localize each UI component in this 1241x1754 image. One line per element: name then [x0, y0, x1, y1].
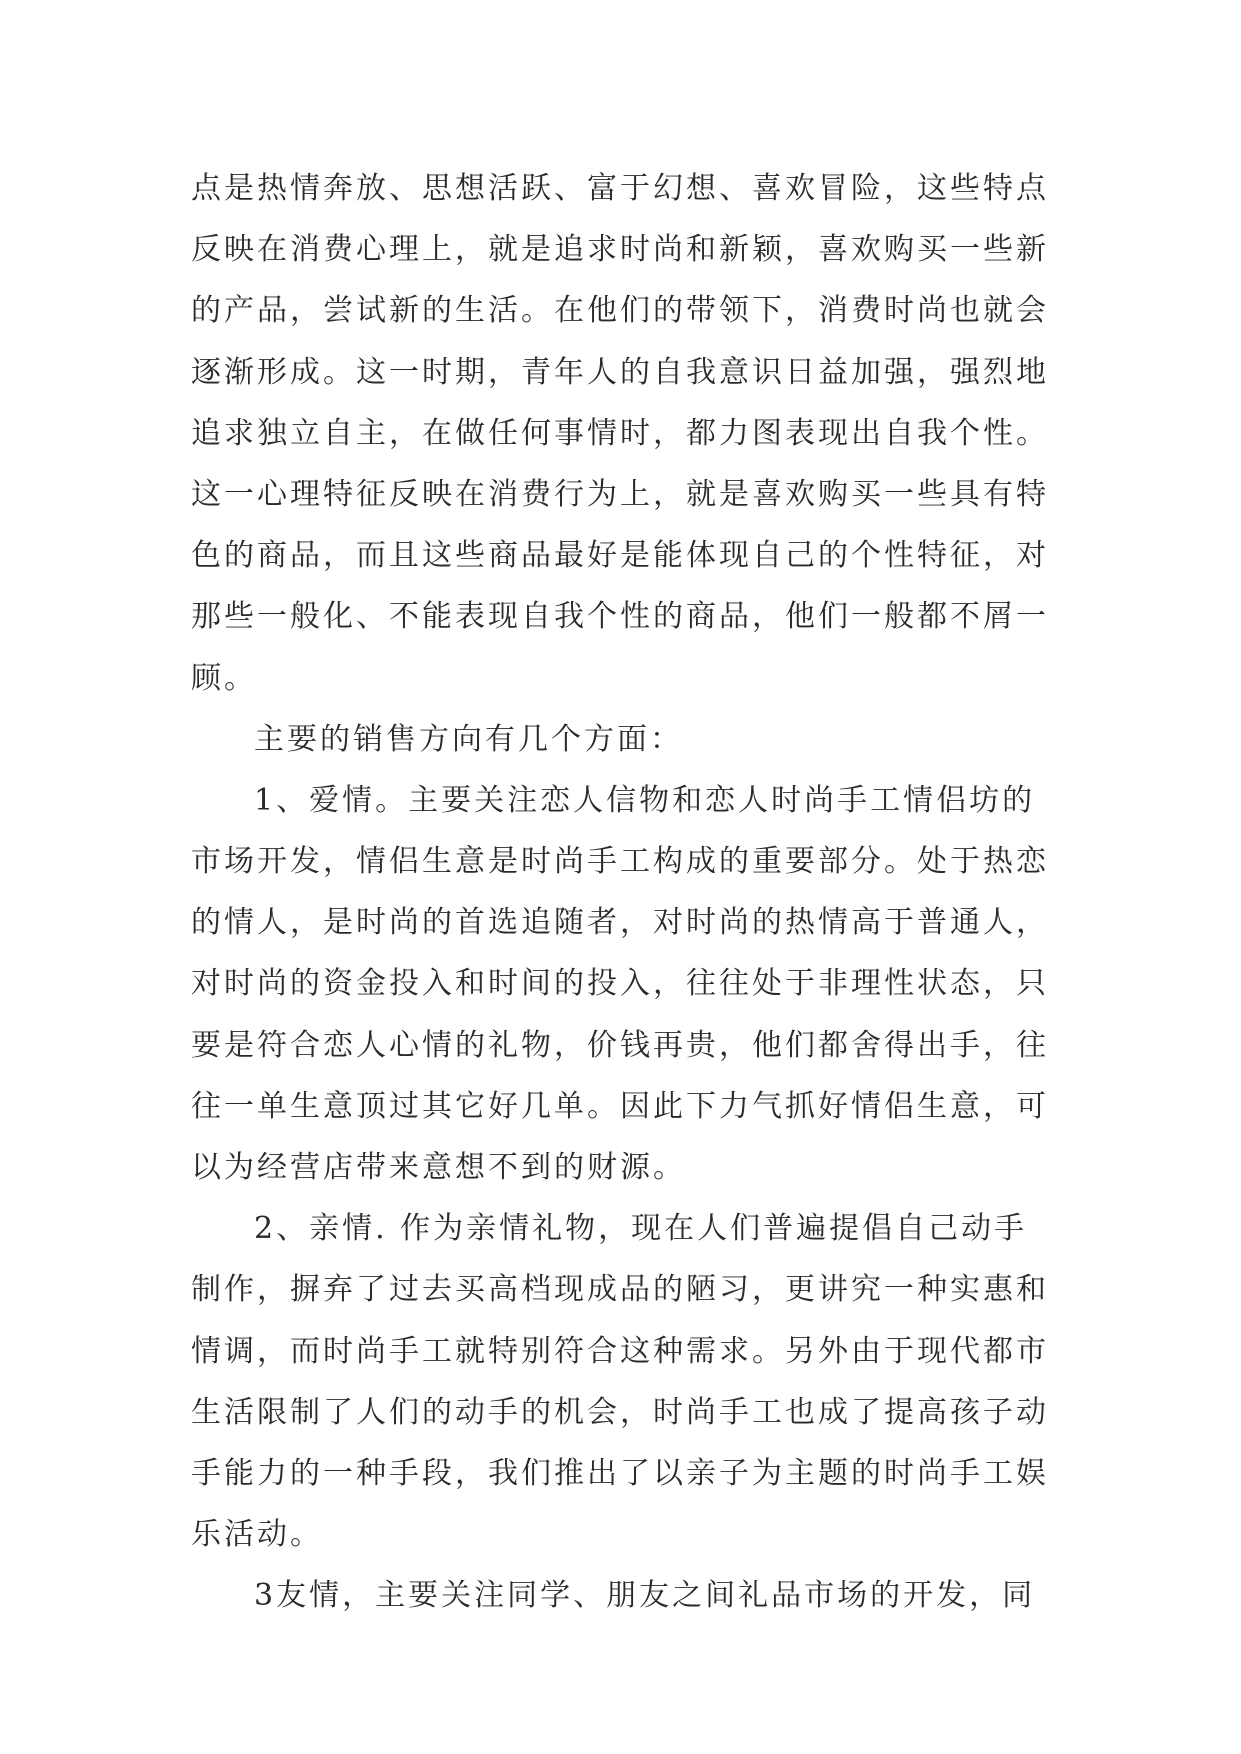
- text-line: 手能力的一种手段，我们推出了以亲子为主题的时尚手工娱: [191, 1455, 1049, 1491]
- text-line: 逐渐形成。这一时期，青年人的自我意识日益加强，强烈地: [191, 354, 1049, 390]
- text-line: 以为经营店带来意想不到的财源。: [191, 1150, 686, 1185]
- text-line: 往一单生意顶过其它好几单。因此下力气抓好情侣生意，可: [191, 1088, 1049, 1124]
- text-line: 色的商品，而且这些商品最好是能体现自己的个性特征，对: [191, 538, 1049, 574]
- text-line: 市场开发，情侣生意是时尚手工构成的重要部分。处于热恋: [191, 844, 1049, 880]
- text-line: 乐活动。: [191, 1517, 323, 1553]
- text-line: 追求独立自主，在做任何事情时，都力图表现出自我个性。: [191, 415, 1049, 451]
- text-line: 生活限制了人们的动手的机会，时尚手工也成了提高孩子动: [191, 1394, 1049, 1430]
- text-line: 点是热情奔放、思想活跃、富于幻想、喜欢冒险，这些特点: [191, 171, 1049, 206]
- text-line: 那些一般化、不能表现自我个性的商品，他们一般都不屑一: [191, 599, 1049, 635]
- text-line: 2、亲情. 作为亲情礼物，现在人们普遍提倡自己动手: [254, 1211, 1028, 1247]
- text-line: 的情人，是时尚的首选追随者，对时尚的热情高于普通人，: [191, 905, 1049, 941]
- text-line: 的产品，尝试新的生活。在他们的带领下，消费时尚也就会: [191, 293, 1049, 329]
- text-line: 对时尚的资金投入和时间的投入，往往处于非理性状态，只: [191, 966, 1049, 1002]
- text-line: 顾。: [191, 660, 257, 696]
- paragraph-heading: 主要的销售方向有几个方面：: [254, 721, 683, 757]
- text-line: 制作，摒弃了过去买高档现成品的陋习，更讲究一种实惠和: [191, 1272, 1049, 1308]
- text-line: 要是符合恋人心情的礼物，价钱再贵，他们都舍得出手，往: [191, 1027, 1049, 1063]
- document-body: [191, 158, 1071, 1627]
- text-line: 1、爱情。主要关注恋人信物和恋人时尚手工情侣坊的: [254, 782, 1036, 818]
- text-line: 3友情，主要关注同学、朋友之间礼品市场的开发，同: [254, 1578, 1036, 1614]
- text-line: 反映在消费心理上，就是追求时尚和新颖，喜欢购买一些新: [191, 232, 1049, 268]
- text-line: 情调，而时尚手工就特别符合这种需求。另外由于现代都市: [191, 1333, 1049, 1369]
- text-line: 这一心理特征反映在消费行为上，就是喜欢购买一些具有特: [191, 476, 1049, 512]
